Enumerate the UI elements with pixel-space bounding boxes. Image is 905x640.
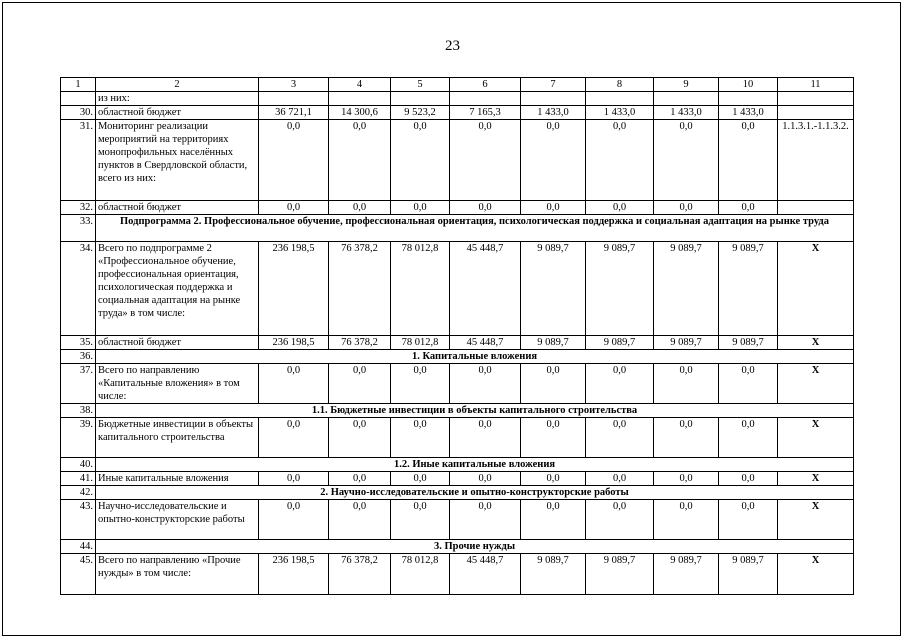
- reference-cell: Х: [778, 418, 854, 458]
- value-cell: 0,0: [719, 364, 778, 404]
- row-number: 42.: [61, 486, 96, 500]
- reference-cell: Х: [778, 554, 854, 595]
- value-cell: 0,0: [259, 364, 329, 404]
- section-row: [61, 215, 854, 242]
- value-cell: 0,0: [586, 418, 654, 458]
- value-cell: 0,0: [391, 500, 450, 540]
- value-cell: 9 089,7: [586, 554, 654, 595]
- row-number: 45.: [61, 554, 96, 595]
- value-cell: 0,0: [450, 500, 521, 540]
- reference-cell: Х: [778, 336, 854, 350]
- value-cell: 0,0: [259, 201, 329, 215]
- value-cell: 45 448,7: [450, 554, 521, 595]
- table-row: [61, 336, 854, 350]
- table-row: [61, 201, 854, 215]
- value-cell: 9 089,7: [586, 336, 654, 350]
- row-number: 44.: [61, 540, 96, 554]
- table-row: [61, 242, 854, 336]
- value-cell: 0,0: [329, 364, 391, 404]
- value-cell: 78 012,8: [391, 336, 450, 350]
- value-cell: 0,0: [654, 500, 719, 540]
- value-cell: 0,0: [586, 120, 654, 201]
- value-cell: 9 089,7: [521, 242, 586, 336]
- header-row: [61, 78, 854, 92]
- header-cell: 2: [96, 78, 259, 92]
- value-cell: 9 089,7: [521, 554, 586, 595]
- row-number: 30.: [61, 106, 96, 120]
- row-name: Мониторинг реализации мероприятий на территориях монопрофильных населённых пунктов в Свердловской области, всего из них:: [96, 120, 259, 201]
- reference-cell: [778, 106, 854, 120]
- value-cell: 1 433,0: [521, 106, 586, 120]
- value-cell: 0,0: [654, 472, 719, 486]
- section-title: 2. Научно-исследовательские и опытно-конструкторские работы: [96, 486, 854, 500]
- row-name: Всего по направлению «Прочие нужды» в том числе:: [96, 554, 259, 595]
- value-cell: 9 089,7: [719, 554, 778, 595]
- value-cell: 0,0: [329, 418, 391, 458]
- value-cell: [329, 92, 391, 106]
- row-name: Научно-исследовательские и опытно-конструкторские работы: [96, 500, 259, 540]
- table-row: [61, 554, 854, 595]
- row-name: Бюджетные инвестиции в объекты капитального строительства: [96, 418, 259, 458]
- value-cell: 0,0: [719, 472, 778, 486]
- value-cell: 0,0: [521, 418, 586, 458]
- value-cell: 78 012,8: [391, 242, 450, 336]
- value-cell: 7 165,3: [450, 106, 521, 120]
- value-cell: [521, 92, 586, 106]
- header-cell: 9: [654, 78, 719, 92]
- value-cell: 0,0: [719, 500, 778, 540]
- section-row: [61, 404, 854, 418]
- value-cell: [391, 92, 450, 106]
- value-cell: 76 378,2: [329, 242, 391, 336]
- value-cell: 0,0: [521, 472, 586, 486]
- row-name: областной бюджет: [96, 201, 259, 215]
- value-cell: 0,0: [259, 418, 329, 458]
- row-number: 33.: [61, 215, 96, 242]
- section-title: 1.1. Бюджетные инвестиции в объекты капитального строительства: [96, 404, 854, 418]
- value-cell: 14 300,6: [329, 106, 391, 120]
- reference-cell: 1.1.3.1.-1.1.3.2.: [778, 120, 854, 201]
- value-cell: 0,0: [391, 120, 450, 201]
- reference-cell: Х: [778, 242, 854, 336]
- row-number: 37.: [61, 364, 96, 404]
- value-cell: 236 198,5: [259, 336, 329, 350]
- budget-table: [60, 77, 854, 595]
- value-cell: [259, 92, 329, 106]
- section-row: [61, 540, 854, 554]
- value-cell: 0,0: [450, 472, 521, 486]
- table-row: [61, 364, 854, 404]
- row-name: Всего по направлению «Капитальные вложения» в том числе:: [96, 364, 259, 404]
- value-cell: 236 198,5: [259, 554, 329, 595]
- value-cell: 9 089,7: [654, 336, 719, 350]
- row-number: 36.: [61, 350, 96, 364]
- row-number: 39.: [61, 418, 96, 458]
- section-title: 1.2. Иные капитальные вложения: [96, 458, 854, 472]
- row-number: 35.: [61, 336, 96, 350]
- value-cell: 0,0: [719, 418, 778, 458]
- value-cell: [450, 92, 521, 106]
- value-cell: 9 089,7: [586, 242, 654, 336]
- value-cell: 0,0: [259, 500, 329, 540]
- row-name: Иные капитальные вложения: [96, 472, 259, 486]
- value-cell: 0,0: [329, 201, 391, 215]
- value-cell: 0,0: [391, 201, 450, 215]
- header-cell: 4: [329, 78, 391, 92]
- value-cell: 78 012,8: [391, 554, 450, 595]
- value-cell: 36 721,1: [259, 106, 329, 120]
- value-cell: 76 378,2: [329, 336, 391, 350]
- value-cell: 45 448,7: [450, 242, 521, 336]
- value-cell: 0,0: [450, 364, 521, 404]
- row-number: 32.: [61, 201, 96, 215]
- value-cell: 0,0: [329, 120, 391, 201]
- row-number: 40.: [61, 458, 96, 472]
- section-title: Подпрограмма 2. Профессиональное обучение, профессиональная ориентация, психологическая поддержка и социальная адаптация на рынке труда: [96, 215, 854, 242]
- row-name: из них:: [96, 92, 259, 106]
- value-cell: 9 089,7: [521, 336, 586, 350]
- header-cell: 3: [259, 78, 329, 92]
- value-cell: 0,0: [586, 364, 654, 404]
- value-cell: 0,0: [329, 500, 391, 540]
- header-cell: 1: [61, 78, 96, 92]
- value-cell: 0,0: [450, 120, 521, 201]
- value-cell: 76 378,2: [329, 554, 391, 595]
- value-cell: 0,0: [521, 500, 586, 540]
- value-cell: 9 089,7: [719, 336, 778, 350]
- value-cell: 0,0: [654, 364, 719, 404]
- row-name: областной бюджет: [96, 106, 259, 120]
- table-row: [61, 500, 854, 540]
- value-cell: 0,0: [521, 201, 586, 215]
- value-cell: 0,0: [259, 120, 329, 201]
- value-cell: 9 523,2: [391, 106, 450, 120]
- header-cell: 11: [778, 78, 854, 92]
- value-cell: 0,0: [719, 201, 778, 215]
- section-title: 1. Капитальные вложения: [96, 350, 854, 364]
- header-cell: 5: [391, 78, 450, 92]
- row-number: [61, 92, 96, 106]
- value-cell: 0,0: [391, 472, 450, 486]
- header-cell: 7: [521, 78, 586, 92]
- value-cell: 9 089,7: [654, 242, 719, 336]
- value-cell: 9 089,7: [719, 242, 778, 336]
- reference-cell: [778, 92, 854, 106]
- reference-cell: Х: [778, 472, 854, 486]
- value-cell: 1 433,0: [719, 106, 778, 120]
- value-cell: 0,0: [391, 418, 450, 458]
- page-number: 23: [445, 38, 460, 54]
- value-cell: 1 433,0: [586, 106, 654, 120]
- value-cell: 0,0: [521, 120, 586, 201]
- header-cell: 10: [719, 78, 778, 92]
- row-number: 31.: [61, 120, 96, 201]
- section-row: [61, 458, 854, 472]
- table-row: [61, 472, 854, 486]
- value-cell: 0,0: [654, 201, 719, 215]
- table-row: [61, 106, 854, 120]
- reference-cell: Х: [778, 364, 854, 404]
- value-cell: 0,0: [521, 364, 586, 404]
- table-row: [61, 120, 854, 201]
- value-cell: 9 089,7: [654, 554, 719, 595]
- section-row: [61, 350, 854, 364]
- value-cell: 0,0: [586, 201, 654, 215]
- value-cell: 0,0: [259, 472, 329, 486]
- value-cell: 0,0: [450, 418, 521, 458]
- header-cell: 8: [586, 78, 654, 92]
- value-cell: [586, 92, 654, 106]
- value-cell: 1 433,0: [654, 106, 719, 120]
- value-cell: 0,0: [586, 500, 654, 540]
- value-cell: [654, 92, 719, 106]
- value-cell: 0,0: [329, 472, 391, 486]
- value-cell: 0,0: [586, 472, 654, 486]
- section-title: 3. Прочие нужды: [96, 540, 854, 554]
- section-row: [61, 486, 854, 500]
- row-number: 38.: [61, 404, 96, 418]
- row-number: 34.: [61, 242, 96, 336]
- value-cell: 0,0: [719, 120, 778, 201]
- value-cell: [719, 92, 778, 106]
- row-name: Всего по подпрограмме 2 «Профессиональное обучение, профессиональная ориентация, психологическая поддержка и социальная адаптация на рынке труда» в том числе:: [96, 242, 259, 336]
- value-cell: 0,0: [654, 418, 719, 458]
- table-row: [61, 92, 854, 106]
- row-number: 41.: [61, 472, 96, 486]
- value-cell: 0,0: [450, 201, 521, 215]
- value-cell: 0,0: [654, 120, 719, 201]
- row-number: 43.: [61, 500, 96, 540]
- row-name: областной бюджет: [96, 336, 259, 350]
- value-cell: 236 198,5: [259, 242, 329, 336]
- table-row: [61, 418, 854, 458]
- header-cell: 6: [450, 78, 521, 92]
- value-cell: 0,0: [391, 364, 450, 404]
- value-cell: 45 448,7: [450, 336, 521, 350]
- reference-cell: Х: [778, 500, 854, 540]
- reference-cell: [778, 201, 854, 215]
